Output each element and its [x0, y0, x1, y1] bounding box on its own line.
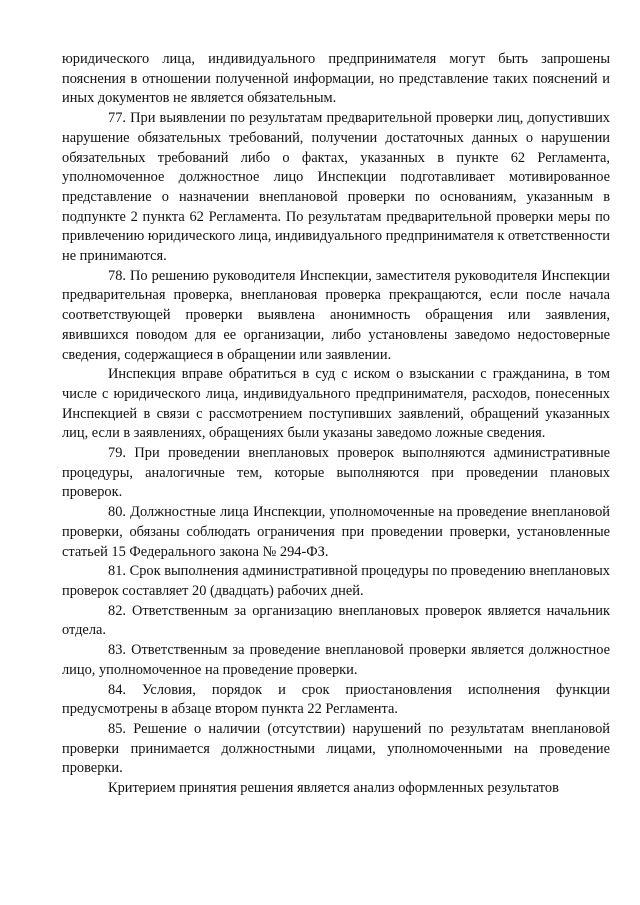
paragraph-78: 78. По решению руководителя Инспекции, заместителя руководителя Инспекции предварительная проверка, внеплановая проверка прекращаются, если после начала соответствующей проверки выявлена анонимность обращения или заявления, явившихся поводом для ее организации, либо установлены заведомо недостоверные сведения, содержащиеся в обращении или заявлении.: [62, 267, 610, 363]
paragraph-82: 82. Ответственным за организацию внеплановых проверок является начальник отдела.: [62, 602, 610, 639]
paragraph-80: 80. Должностные лица Инспекции, уполномоченные на проведение внеплановой проверки, обязаны соблюдать ограничения при проведении проверки, установленные статьей 15 Федерального закона № 294-ФЗ.: [62, 504, 610, 560]
paragraph-77: 77. При выявлении по результатам предварительной проверки лиц, допустивших нарушение обязательных требований, получении достаточных данных о нарушении обязательных требований либо о фактах, указанных в пункте 62 Регламента, уполномоченное должностное лицо Инспекции подготавливает мотивированное представление о назначении внеплановой проверки по основаниям, указанным в подпункте 2 пункта 62 Регламента. По результатам предварительной проверки меры по привлечению юридического лица, индивидуального предпринимателя к ответственности не принимаются.: [62, 110, 610, 265]
paragraph-78-court-claim: Инспекция вправе обратиться в суд с иском о взыскании с гражданина, в том числе с юридического лица, индивидуального предпринимателя, расходов, понесенных Инспекцией в связи с рассмотрением поступивших заявлений, обращений указанных лиц, если в заявлениях, обращениях были указаны заведомо ложные сведения.: [62, 366, 610, 442]
paragraph-85: 85. Решение о наличии (отсутствии) нарушений по результатам внеплановой проверки принимается должностными лицами, уполномоченными на проведение проверки.: [62, 720, 610, 777]
paragraph-81: 81. Срок выполнения административной процедуры по проведению внеплановых проверок составляет 20 (двадцать) рабочих дней.: [62, 563, 610, 599]
document-page: [62, 50, 610, 799]
paragraph-79: 79. При проведении внеплановых проверок выполняются административные процедуры, аналогичные тем, которые выполняются при проведении плановых проверок.: [62, 445, 610, 501]
paragraph-84: 84. Условия, порядок и срок приостановления исполнения функции предусмотрены в абзаце втором пункта 22 Регламента.: [62, 681, 610, 718]
paragraph-criterion: Критерием принятия решения является анализ оформленных результатов: [108, 780, 559, 797]
paragraph-83: 83. Ответственным за проведение внеплановой проверки является должностное лицо, уполномоченное на проведение проверки.: [62, 642, 610, 678]
paragraph-continuation: юридического лица, индивидуального предпринимателя могут быть запрошены пояснения в отношении полученной информации, но представление таких пояснений и иных документов не является обязательным.: [62, 51, 610, 107]
